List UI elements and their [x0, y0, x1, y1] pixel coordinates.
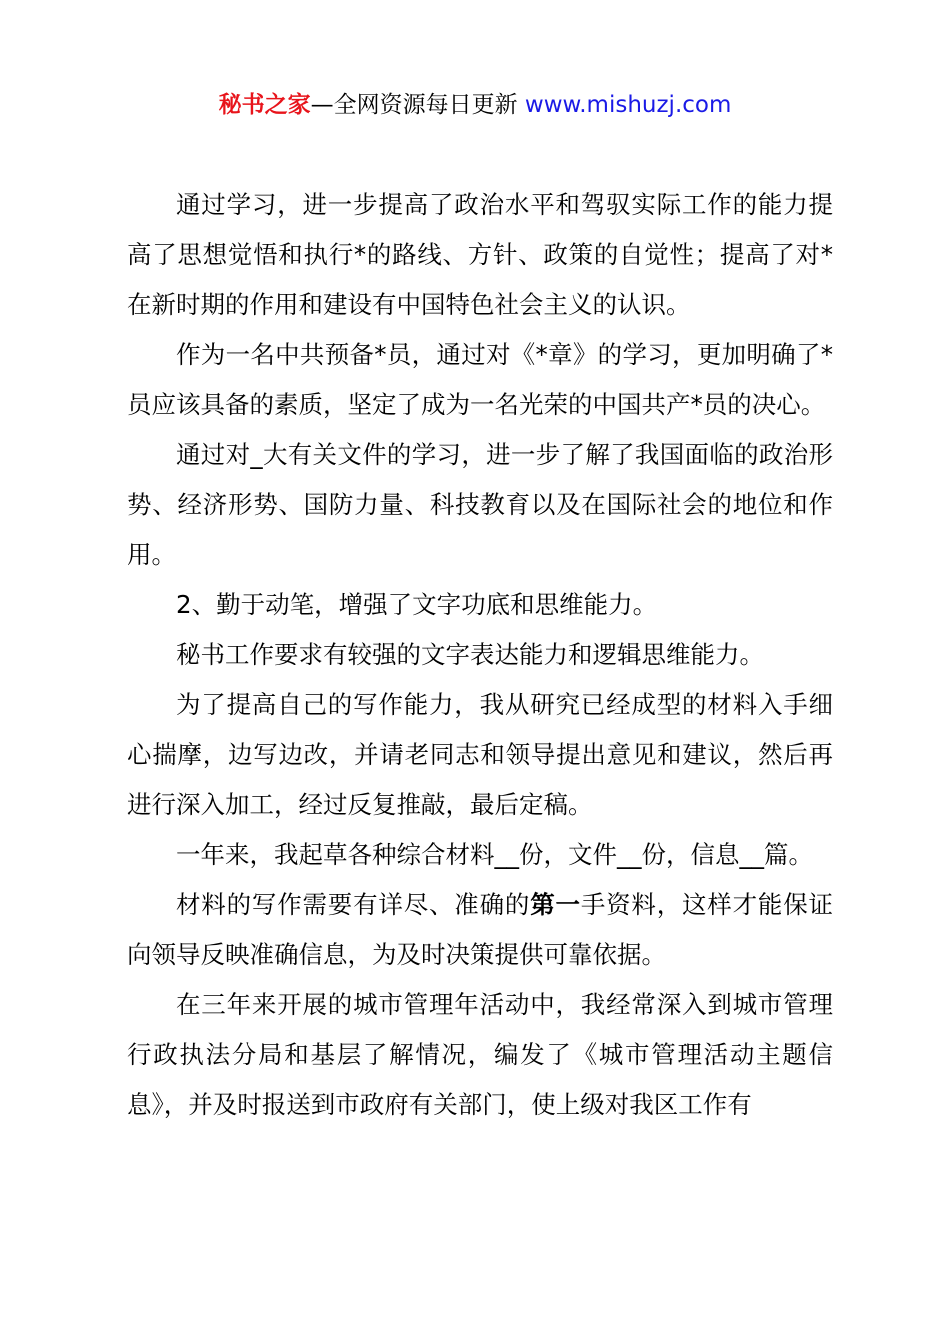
paragraph-8-end: 手资料，这样才能保证向领导反映准确信息，为及时决策提供可靠依据。	[127, 890, 834, 969]
document-body	[127, 180, 833, 1130]
paragraph-8-start: 材料的写作需要有详尽、准确的	[176, 890, 531, 919]
header-slogan: —全网资源每日更新	[310, 92, 525, 118]
paragraph-3: 通过对_大有关文件的学习，进一步了解了我国面临的政治形势、经济形势、国防力量、科技教育以及在国际社会的地位和作用。	[127, 440, 833, 569]
paragraph-6: 为了提高自己的写作能力，我从研究已经成型的材料入手细心揣摩，边写边改，并请老同志和领导提出意见和建议，然后再进行深入加工，经过反复推敲，最后定稿。	[127, 690, 833, 819]
website-link[interactable]: www.mishuzj.com	[524, 92, 732, 118]
page-header	[0, 88, 950, 122]
paragraph-7: 一年来，我起草各种综合材料__份，文件__份，信息__篇。	[176, 840, 813, 869]
paragraph-8-bold: 第一	[530, 890, 581, 919]
paragraph-4: 2、勤于动笔，增强了文字功底和思维能力。	[176, 590, 658, 619]
paragraph-9: 在三年来开展的城市管理年活动中，我经常深入到城市管理行政执法分局和基层了解情况，编发了《城市管理活动主题信息》，并及时报送到市政府有关部门，使上级对我区工作有	[127, 990, 833, 1119]
paragraph-8	[127, 880, 833, 980]
brand-name: 秘书之家	[218, 92, 311, 118]
paragraph-2: 作为一名中共预备*员，通过对《*章》的学习，更加明确了*员应该具备的素质，坚定了成为一名光荣的中国共产*员的决心。	[127, 340, 833, 419]
paragraph-5: 秘书工作要求有较强的文字表达能力和逻辑思维能力。	[176, 640, 764, 669]
paragraph-1: 通过学习，进一步提高了政治水平和驾驭实际工作的能力提高了思想觉悟和执行*的路线、方针、政策的自觉性；提高了对*在新时期的作用和建设有中国特色社会主义的认识。	[127, 190, 833, 319]
